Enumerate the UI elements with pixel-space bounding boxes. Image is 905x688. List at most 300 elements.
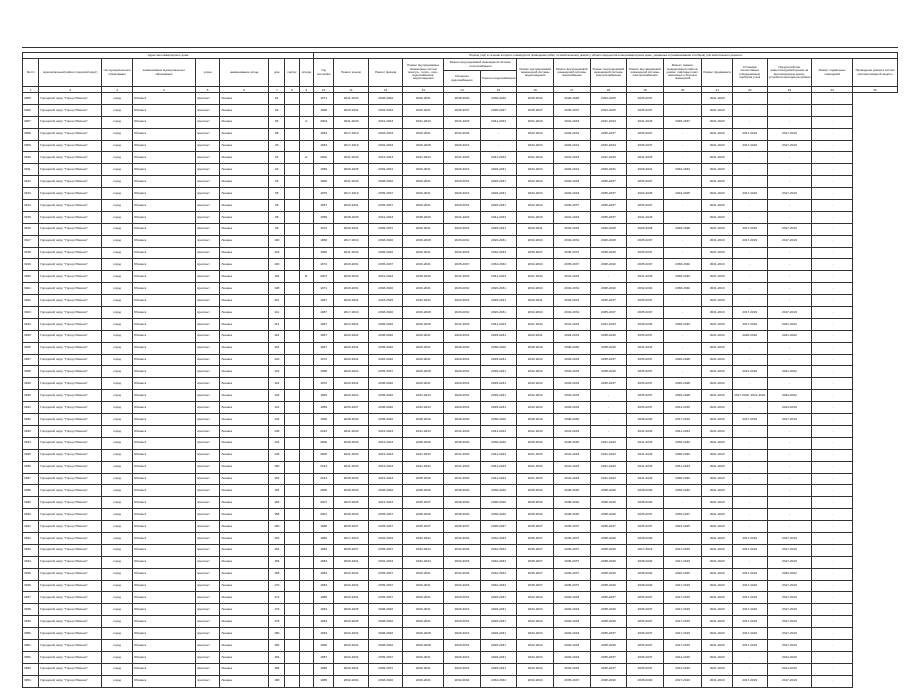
- cell-period: 2032-2034: [553, 307, 590, 319]
- cell-period: 2041-2043: [590, 461, 627, 473]
- cell-h: 120: [269, 354, 285, 366]
- cell-period: 2035-2037: [627, 521, 664, 533]
- cell-period: 2029-2031: [444, 223, 481, 235]
- cell-period: 2041-2043: [627, 342, 664, 354]
- cell-period: -: [812, 211, 853, 223]
- cell-l: [299, 128, 313, 140]
- cell-st: проспект: [195, 342, 219, 354]
- cell-period: 2035-2037: [590, 200, 627, 212]
- cell-h: 182: [269, 639, 285, 651]
- cell-y: 1967: [313, 330, 333, 342]
- cell-period: -: [812, 342, 853, 354]
- cell-period: 2023-2025: [663, 188, 702, 200]
- table-row: [23, 318, 898, 330]
- cell-m: Обнинск: [132, 318, 195, 330]
- cell-period: 2029-2031: [334, 283, 369, 295]
- cell-n: 3913: [23, 188, 39, 200]
- cell-n: 3918: [23, 247, 39, 259]
- cell-period: 2041-2043: [702, 354, 733, 366]
- cell-h: 116: [269, 330, 285, 342]
- cell-period: 2032-2034: [553, 663, 590, 675]
- cell-l: [299, 425, 313, 437]
- cell-period: 2020-2022: [334, 390, 369, 402]
- cell-n: 3935: [23, 449, 39, 461]
- cell-period: 2014-2022: [334, 318, 369, 330]
- cell-period: 2041-2043: [480, 271, 517, 283]
- cell-t: город: [102, 402, 133, 414]
- cell-st: проспект: [195, 247, 219, 259]
- cell-period: 2017-2019: [767, 556, 812, 568]
- cell-s: Ленина: [220, 473, 269, 485]
- cell-period: 2017-2019: [732, 235, 767, 247]
- cell-s: Ленина: [220, 639, 269, 651]
- cell-period: -: [812, 651, 853, 663]
- cell-period: -: [732, 211, 767, 223]
- cell-n: 3919: [23, 259, 39, 271]
- col-water: Ремонт внутридомовой инженерной системы водоотведения: [517, 59, 554, 87]
- table-row: [23, 663, 898, 675]
- cell-period: 2029-2031: [334, 104, 369, 116]
- cell-n: 3906: [23, 104, 39, 116]
- cell-d: Городской округ "Город Обнинск": [39, 283, 102, 295]
- cell-period: 2032-2034: [480, 259, 517, 271]
- cell-period: 2035-2037: [480, 104, 517, 116]
- cell-period: -: [732, 497, 767, 509]
- cell-period: 2041-2043: [553, 116, 590, 128]
- cell-period: 2041-2043: [334, 449, 369, 461]
- cell-period: 2017-2019: [732, 628, 767, 640]
- cell-s: Ленина: [220, 330, 269, 342]
- cell-period: -: [663, 532, 702, 544]
- cell-period: -: [812, 247, 853, 259]
- cell-period: 2017-2019: [767, 307, 812, 319]
- cell-period: 2026-2028: [627, 223, 664, 235]
- cell-h: 176: [269, 604, 285, 616]
- cell-s: Ленина: [220, 223, 269, 235]
- cell-t: город: [102, 128, 133, 140]
- cell-d: Городской округ "Город Обнинск": [39, 200, 102, 212]
- cell-n: 3920: [23, 271, 39, 283]
- cell-period: -: [767, 497, 812, 509]
- cell-h: 108: [269, 283, 285, 295]
- cell-period: 2029-2031: [444, 639, 481, 651]
- cell-period: 2038-2040: [590, 485, 627, 497]
- cell-s: Ленина: [220, 259, 269, 271]
- cell-period: 2035-2037: [334, 544, 369, 556]
- cell-s: Ленина: [220, 390, 269, 402]
- cell-period: 2029-2031: [403, 568, 444, 580]
- cell-d: Городской округ "Город Обнинск": [39, 425, 102, 437]
- cell-period: 2032-2034: [517, 390, 554, 402]
- cell-period: 2041-2043: [627, 211, 664, 223]
- cell-period: 2035-2037: [627, 366, 664, 378]
- cell-period: -: [812, 188, 853, 200]
- cell-st: проспект: [195, 366, 219, 378]
- col-meters: Установка коллективных (общедомовых) приборов учета: [732, 59, 767, 87]
- cell-period: 2014-2016: [663, 663, 702, 675]
- cell-period: 2032-2034: [517, 604, 554, 616]
- cell-period: 2035-2037: [590, 188, 627, 200]
- cell-period: -: [590, 414, 627, 426]
- cell-period: 2041-2043: [517, 473, 554, 485]
- column-number: 8: [285, 87, 299, 93]
- cell-n: 3914: [23, 200, 39, 212]
- cell-period: 2035-2037: [334, 521, 369, 533]
- cell-period: 2035-2037: [590, 521, 627, 533]
- cell-d: Городской округ "Город Обнинск": [39, 176, 102, 188]
- cell-period: 2041-2043: [663, 461, 702, 473]
- cell-d: Городской округ "Город Обнинск": [39, 93, 102, 105]
- cell-period: 2041-2043: [403, 116, 444, 128]
- cell-st: проспект: [195, 140, 219, 152]
- cell-period: 2041-2043: [480, 473, 517, 485]
- cell-m: Обнинск: [132, 200, 195, 212]
- cell-period: 2038-2040: [627, 532, 664, 544]
- table-row: [23, 354, 898, 366]
- cell-period: -: [812, 592, 853, 604]
- cell-st: проспект: [195, 592, 219, 604]
- cell-period: 2017-2019: [767, 414, 812, 426]
- cell-l: [299, 521, 313, 533]
- cell-period: -: [732, 247, 767, 259]
- cell-period: 2038-2040: [444, 93, 481, 105]
- cell-period: 2038-2040: [403, 437, 444, 449]
- cell-period: 2017-2019: [663, 556, 702, 568]
- cell-n: 3951: [23, 639, 39, 651]
- cell-st: проспект: [195, 128, 219, 140]
- cell-t: город: [102, 580, 133, 592]
- cell-period: -: [767, 354, 812, 366]
- cell-period: 2029-2031: [480, 402, 517, 414]
- table-row: [23, 93, 898, 105]
- cell-st: проспект: [195, 235, 219, 247]
- cell-k: [285, 104, 299, 116]
- cell-period: 2038-2040: [590, 604, 627, 616]
- cell-period: 2041-2043: [702, 616, 733, 628]
- cell-m: Обнинск: [132, 402, 195, 414]
- cell-period: 2032-2034: [334, 580, 369, 592]
- table-row: [23, 580, 898, 592]
- cell-period: 2023-2025: [590, 93, 627, 105]
- cell-period: 2026-2028: [663, 378, 702, 390]
- table-row: [23, 461, 898, 473]
- col-facade: Ремонт фасада: [368, 59, 403, 87]
- cell-period: 2032-2034: [444, 675, 481, 687]
- cell-period: 2041-2043: [702, 675, 733, 687]
- cell-y: 1985: [313, 592, 333, 604]
- table-row: [23, 651, 898, 663]
- cell-h: 160: [269, 521, 285, 533]
- cell-period: 2029-2031: [553, 128, 590, 140]
- cell-period: 2038-2040: [444, 485, 481, 497]
- cell-period: 2041-2043: [517, 211, 554, 223]
- column-number: 11: [334, 87, 369, 93]
- cell-period: 2029-2031: [553, 330, 590, 342]
- cell-period: 2041-2043: [517, 449, 554, 461]
- table-row: [23, 295, 898, 307]
- cell-period: 2041-2043: [702, 639, 733, 651]
- cell-period: 2035-2037: [627, 247, 664, 259]
- cell-period: 2041-2043: [590, 318, 627, 330]
- cell-m: Обнинск: [132, 188, 195, 200]
- cell-l: [299, 604, 313, 616]
- cell-period: 2035-2037: [444, 521, 481, 533]
- cell-period: 2026-2028: [553, 93, 590, 105]
- cell-l: [299, 176, 313, 188]
- col-num: № п/п: [23, 59, 39, 87]
- cell-period: 2041-2043: [702, 568, 733, 580]
- cell-k: [285, 271, 299, 283]
- cell-h: 184: [269, 651, 285, 663]
- cell-period: 2041-2043: [480, 211, 517, 223]
- cell-d: Городской округ "Город Обнинск": [39, 342, 102, 354]
- cell-k: [285, 521, 299, 533]
- cell-period: 2029-2031: [444, 651, 481, 663]
- cell-st: проспект: [195, 425, 219, 437]
- cell-t: город: [102, 592, 133, 604]
- cell-period: 2029-2031: [403, 259, 444, 271]
- cell-period: 2035-2037: [590, 628, 627, 640]
- cell-k: [285, 592, 299, 604]
- cell-period: 2032-2034: [403, 402, 444, 414]
- cell-period: 2035-2037: [627, 628, 664, 640]
- cell-s: Ленина: [220, 675, 269, 687]
- cell-period: 2029-2031: [444, 188, 481, 200]
- cell-period: 2035-2037: [663, 116, 702, 128]
- cell-period: 2038-2040: [444, 509, 481, 521]
- cell-t: город: [102, 521, 133, 533]
- cell-period: 2041-2043: [702, 532, 733, 544]
- cell-h: 98: [269, 211, 285, 223]
- cell-period: 2038-2040: [663, 259, 702, 271]
- cell-period: -: [812, 140, 853, 152]
- cell-period: 2032-2034: [403, 390, 444, 402]
- cell-period: 2032-2034: [553, 283, 590, 295]
- cell-period: 2029-2031: [480, 164, 517, 176]
- cell-m: Обнинск: [132, 378, 195, 390]
- cell-n: 3925: [23, 330, 39, 342]
- cell-period: 2035-2037: [517, 568, 554, 580]
- cell-s: Ленина: [220, 616, 269, 628]
- cell-y: 1972: [313, 354, 333, 366]
- cell-n: 3954: [23, 675, 39, 687]
- cell-period: 2032-2034: [403, 556, 444, 568]
- cell-t: город: [102, 318, 133, 330]
- cell-k: [285, 556, 299, 568]
- cell-y: 2007: [313, 271, 333, 283]
- cell-period: 2017-2019: [732, 604, 767, 616]
- cell-period: 2038-2040: [368, 485, 403, 497]
- cell-d: Городской округ "Город Обнинск": [39, 675, 102, 687]
- cell-period: 2029-2031: [403, 128, 444, 140]
- cell-period: -: [590, 402, 627, 414]
- cell-period: -: [732, 104, 767, 116]
- cell-n: 3939: [23, 497, 39, 509]
- cell-period: 2029-2031: [480, 283, 517, 295]
- cell-t: город: [102, 307, 133, 319]
- cell-period: 2038-2040: [334, 473, 369, 485]
- cell-period: 2038-2040: [590, 675, 627, 687]
- cell-y: 1966: [313, 176, 333, 188]
- cell-d: Городской округ "Город Обнинск": [39, 663, 102, 675]
- cell-period: -: [767, 449, 812, 461]
- cell-period: 2041-2043: [553, 449, 590, 461]
- cell-period: 2041-2043: [702, 544, 733, 556]
- cell-d: Городской округ "Город Обнинск": [39, 104, 102, 116]
- cell-k: [285, 378, 299, 390]
- cell-period: 2038-2040: [368, 414, 403, 426]
- cell-d: Городской округ "Город Обнинск": [39, 580, 102, 592]
- cell-period: -: [663, 342, 702, 354]
- cell-period: 2038-2040: [590, 556, 627, 568]
- cell-period: -: [812, 259, 853, 271]
- cell-period: -: [767, 200, 812, 212]
- cell-k: [285, 390, 299, 402]
- cell-k: [285, 330, 299, 342]
- cell-period: 2017-2019: [767, 639, 812, 651]
- cell-period: 2029-2031: [480, 235, 517, 247]
- table-row: [23, 390, 898, 402]
- cell-h: 110: [269, 295, 285, 307]
- cell-period: 2029-2031: [480, 390, 517, 402]
- cell-period: 2038-2040: [368, 93, 403, 105]
- cell-n: 3950: [23, 628, 39, 640]
- col-engineering: Ремонт внутридомовых инженерных систем электро-, тепло-, газо-, водоснабжения, водоотведения: [403, 59, 444, 87]
- cell-k: [285, 402, 299, 414]
- cell-period: 2029-2031: [480, 366, 517, 378]
- cell-s: Ленина: [220, 307, 269, 319]
- cell-h: 99: [269, 223, 285, 235]
- column-number: 14: [444, 87, 481, 93]
- cell-period: -: [812, 663, 853, 675]
- cell-k: [285, 283, 299, 295]
- cell-period: -: [767, 93, 812, 105]
- cell-m: Обнинск: [132, 366, 195, 378]
- cell-period: -: [812, 200, 853, 212]
- cell-period: -: [732, 271, 767, 283]
- cell-m: Обнинск: [132, 176, 195, 188]
- cell-period: -: [812, 497, 853, 509]
- cell-period: 2041-2043: [480, 461, 517, 473]
- cell-period: 2041-2043: [702, 628, 733, 640]
- cell-m: Обнинск: [132, 449, 195, 461]
- cell-period: -: [812, 473, 853, 485]
- cell-s: Ленина: [220, 128, 269, 140]
- cell-period: 2041-2043: [368, 497, 403, 509]
- cell-y: 1983: [313, 544, 333, 556]
- cell-period: 2041-2043: [403, 449, 444, 461]
- cell-period: -: [732, 152, 767, 164]
- cell-h: 91: [269, 152, 285, 164]
- cell-period: -: [812, 176, 853, 188]
- cell-period: 2035-2037: [627, 378, 664, 390]
- cell-t: город: [102, 639, 133, 651]
- table-row: [23, 604, 898, 616]
- cell-period: 2038-2040: [334, 211, 369, 223]
- cell-period: 2038-2040: [444, 437, 481, 449]
- cell-l: [299, 449, 313, 461]
- cell-period: 2038-2040: [590, 247, 627, 259]
- cell-t: город: [102, 628, 133, 640]
- cell-period: 2041-2043: [702, 425, 733, 437]
- cell-period: 2035-2037: [627, 616, 664, 628]
- cell-l: [299, 318, 313, 330]
- cell-period: 2041-2043: [702, 509, 733, 521]
- cell-period: 2029-2031: [334, 592, 369, 604]
- cell-period: 2038-2040: [663, 437, 702, 449]
- cell-n: 3942: [23, 532, 39, 544]
- cell-period: 2029-2031: [403, 342, 444, 354]
- cell-period: 2029-2031: [334, 556, 369, 568]
- cell-period: -: [812, 93, 853, 105]
- cell-t: город: [102, 604, 133, 616]
- cell-period: 2017-2019: [767, 675, 812, 687]
- cell-t: город: [102, 188, 133, 200]
- cell-period: 2026-2028: [334, 616, 369, 628]
- cell-l: [299, 580, 313, 592]
- cell-l: [299, 354, 313, 366]
- column-number: 23: [767, 87, 812, 93]
- cell-period: 2032-2034: [590, 140, 627, 152]
- cell-k: [285, 93, 299, 105]
- cell-period: 2029-2031: [480, 330, 517, 342]
- cell-m: Обнинск: [132, 390, 195, 402]
- cell-period: 2017-2019: [732, 592, 767, 604]
- cell-period: 2041-2043: [702, 307, 733, 319]
- cell-period: 2038-2040: [334, 414, 369, 426]
- cell-period: 2035-2037: [590, 354, 627, 366]
- cell-y: 1968: [313, 164, 333, 176]
- cell-h: 150: [269, 461, 285, 473]
- cell-period: 2035-2037: [553, 259, 590, 271]
- cell-period: 2032-2034: [553, 188, 590, 200]
- cell-period: 2041-2043: [702, 259, 733, 271]
- cell-period: 2038-2040: [368, 247, 403, 259]
- cell-h: 154: [269, 485, 285, 497]
- table-row: [23, 330, 898, 342]
- cell-period: -: [767, 509, 812, 521]
- cell-t: город: [102, 509, 133, 521]
- cell-period: 2038-2040: [663, 271, 702, 283]
- cell-d: Городской округ "Город Обнинск": [39, 639, 102, 651]
- cell-m: Обнинск: [132, 568, 195, 580]
- cell-y: 1994: [313, 604, 333, 616]
- cell-period: -: [812, 330, 853, 342]
- cell-d: Городской округ "Город Обнинск": [39, 330, 102, 342]
- cell-period: 2029-2031: [444, 330, 481, 342]
- cell-period: 2035-2037: [627, 235, 664, 247]
- cell-period: -: [812, 307, 853, 319]
- cell-period: 2035-2037: [553, 521, 590, 533]
- cell-period: -: [767, 211, 812, 223]
- cell-period: 2041-2043: [627, 271, 664, 283]
- cell-period: 2026-2028: [403, 307, 444, 319]
- cell-period: 2041-2043: [334, 461, 369, 473]
- cell-period: 2029-2031: [334, 378, 369, 390]
- cell-period: 2029-2031: [403, 378, 444, 390]
- cell-period: 2041-2043: [627, 116, 664, 128]
- cell-d: Городской округ "Город Обнинск": [39, 402, 102, 414]
- cell-period: 2038-2040: [663, 449, 702, 461]
- cell-period: 2029-2031: [480, 200, 517, 212]
- cell-period: 2038-2040: [590, 283, 627, 295]
- cell-period: -: [663, 152, 702, 164]
- cell-t: город: [102, 235, 133, 247]
- cell-period: -: [590, 390, 627, 402]
- cell-h: 94: [269, 176, 285, 188]
- cell-period: -: [767, 437, 812, 449]
- cell-period: 2035-2037: [590, 211, 627, 223]
